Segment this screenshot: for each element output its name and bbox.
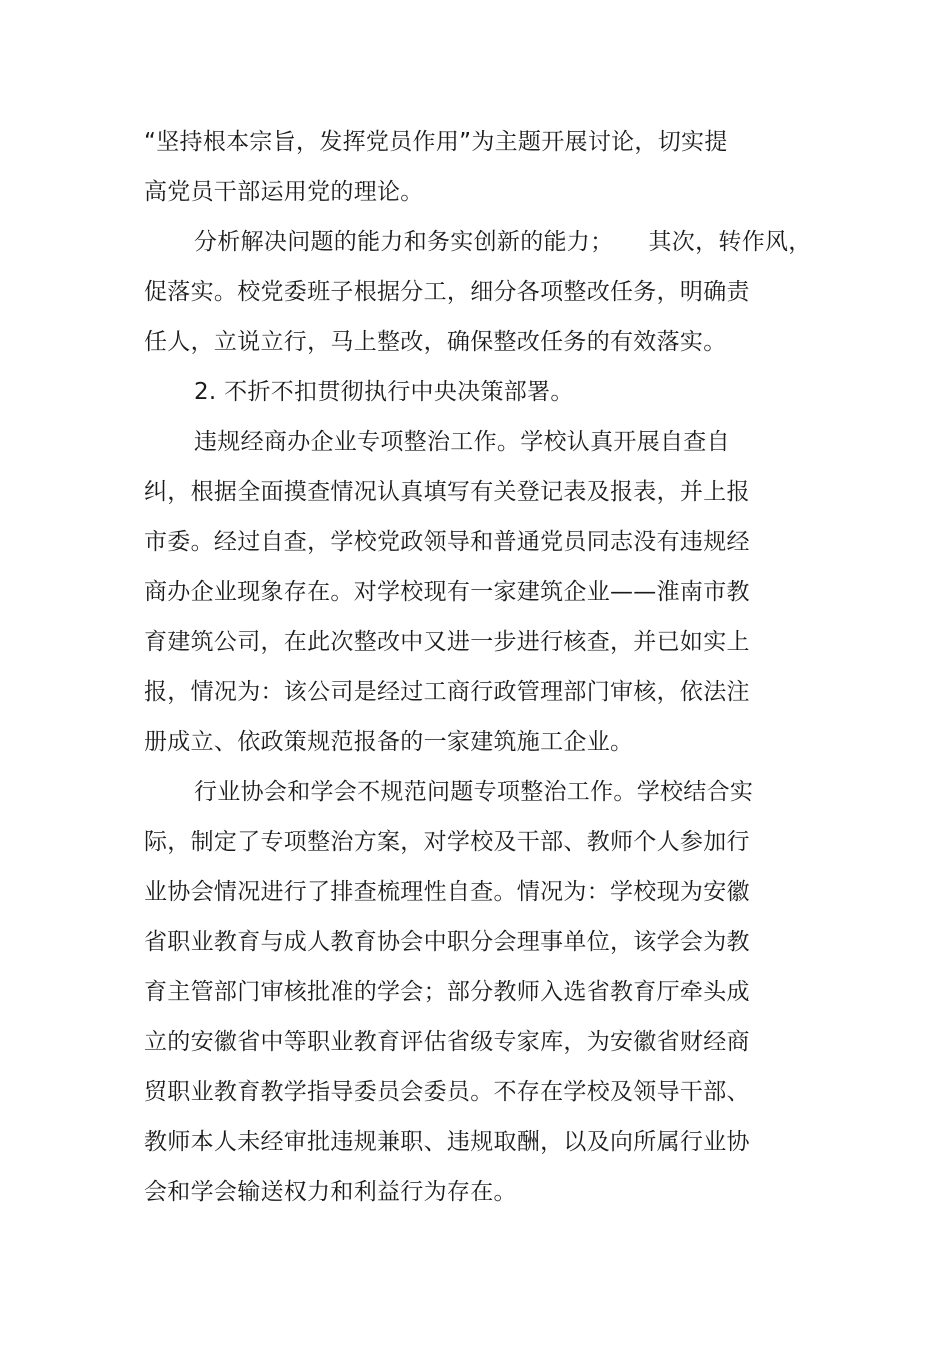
text-line: 立的安徽省中等职业教育评估省级专家库，为安徽省财经商 bbox=[144, 1029, 750, 1055]
text-line: 报，情况为：该公司是经过工商行政管理部门审核，依法注 bbox=[144, 679, 750, 705]
section-heading: 2. 不折不扣贯彻执行中央决策部署。 bbox=[194, 379, 574, 405]
text-line: 分析解决问题的能力和务实创新的能力； 其次，转作风， bbox=[194, 229, 812, 255]
text-line: 会和学会输送权力和利益行为存在。 bbox=[144, 1179, 517, 1205]
text-line: 行业协会和学会不规范问题专项整治工作。学校结合实 bbox=[194, 779, 754, 805]
text-line: 省职业教育与成人教育协会中职分会理事单位，该学会为教 bbox=[144, 929, 750, 955]
text-line: 业协会情况进行了排查梳理性自查。情况为：学校现为安徽 bbox=[144, 879, 750, 905]
text-line: 育主管部门审核批准的学会；部分教师入选省教育厅牵头成 bbox=[144, 979, 750, 1005]
text-line: 纠，根据全面摸查情况认真填写有关登记表及报表，并上报 bbox=[144, 479, 750, 505]
text-line: 商办企业现象存在。对学校现有一家建筑企业——淮南市教 bbox=[144, 579, 750, 605]
text-line: 任人，立说立行，马上整改，确保整改任务的有效落实。 bbox=[144, 329, 727, 355]
text-line: 际，制定了专项整治方案，对学校及干部、教师个人参加行 bbox=[144, 829, 750, 855]
text-line: 市委。经过自查，学校党政领导和普通党员同志没有违规经 bbox=[144, 529, 750, 555]
text-line: 违规经商办企业专项整治工作。学校认真开展自查自 bbox=[194, 429, 730, 455]
text-line: 册成立、依政策规范报备的一家建筑施工企业。 bbox=[144, 729, 634, 755]
text-line: 高党员干部运用党的理论。 bbox=[144, 179, 424, 205]
text-line: 育建筑公司，在此次整改中又进一步进行核查，并已如实上 bbox=[144, 629, 750, 655]
text-line: 教师本人未经审批违规兼职、违规取酬，以及向所属行业协 bbox=[144, 1129, 750, 1155]
text-line: 促落实。校党委班子根据分工，细分各项整改任务，明确责 bbox=[144, 279, 750, 305]
text-line: “坚持根本宗旨，发挥党员作用”为主题开展讨论，切实提 bbox=[144, 129, 728, 155]
text-line: 贸职业教育教学指导委员会委员。不存在学校及领导干部、 bbox=[144, 1079, 750, 1105]
